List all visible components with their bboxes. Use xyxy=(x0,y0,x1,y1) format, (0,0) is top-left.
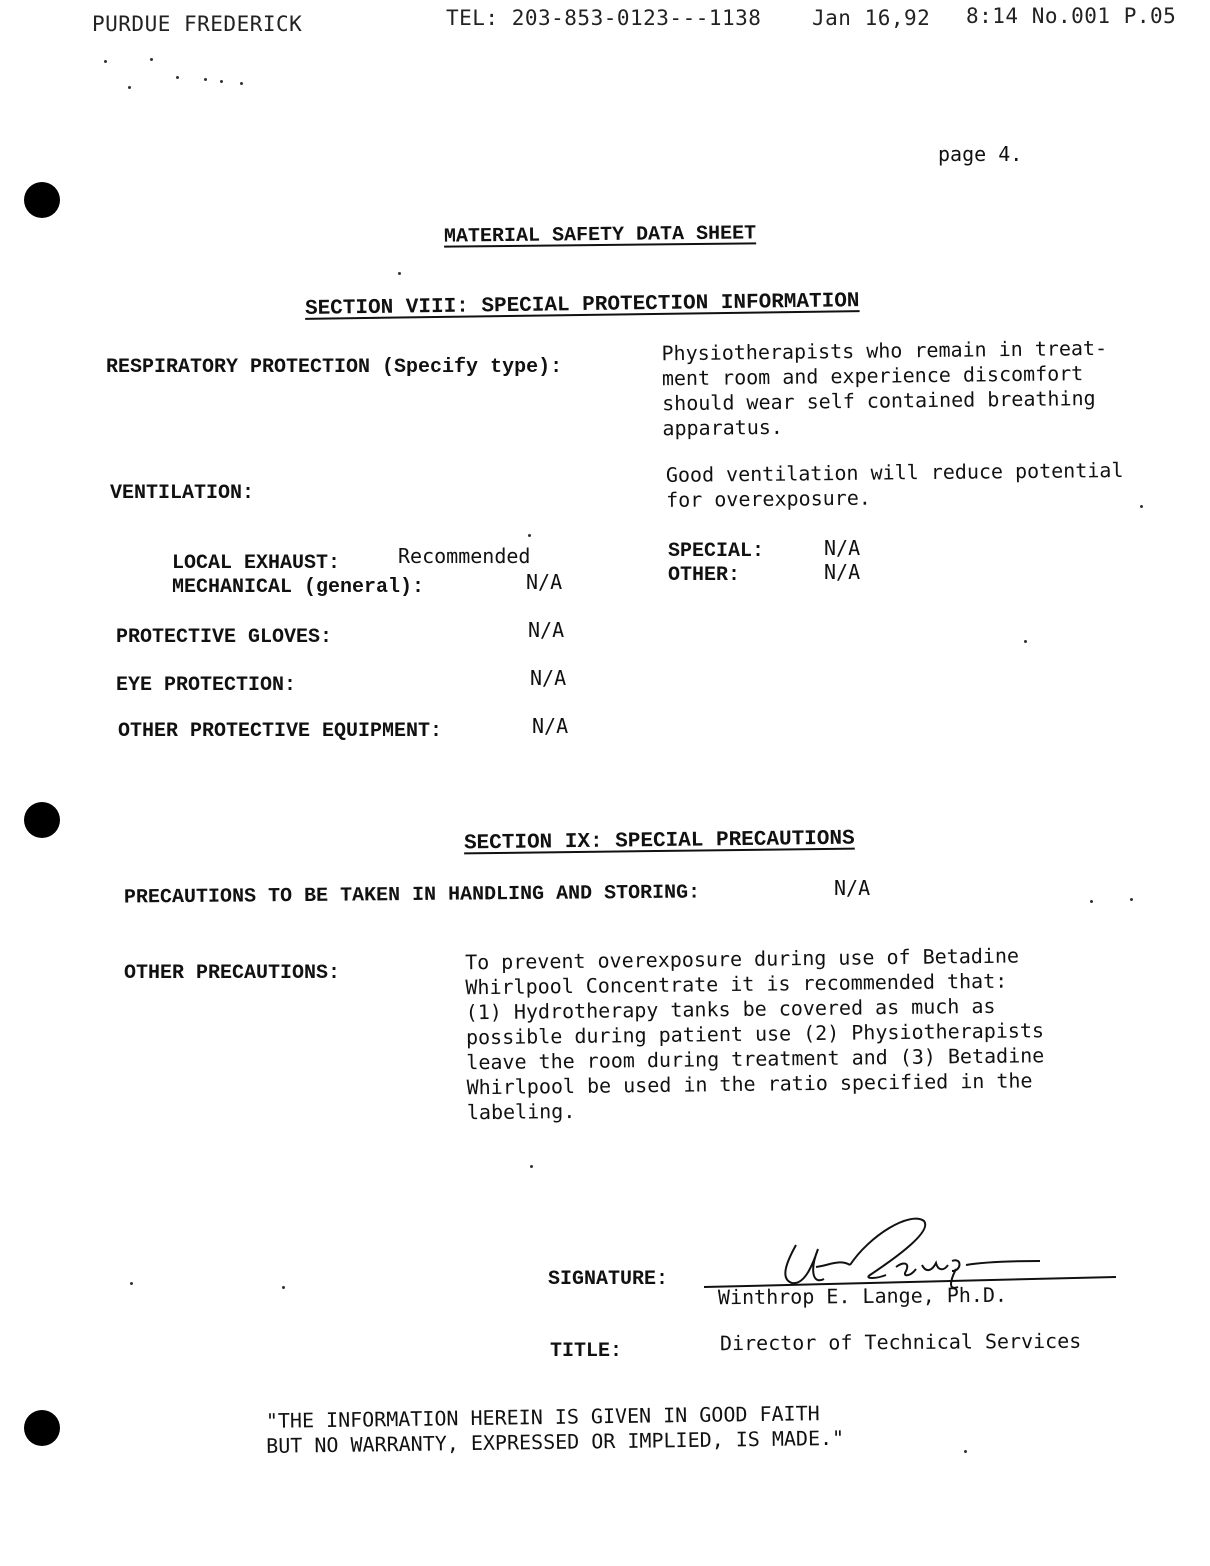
title-label: TITLE: xyxy=(550,1340,623,1363)
handling-storing-label: PRECAUTIONS TO BE TAKEN IN HANDLING AND STORING: xyxy=(123,881,701,910)
fax-time-number: 8:14 No.001 P.05 xyxy=(966,4,1177,28)
disclaimer-line: "THE INFORMATION HEREIN IS GIVEN IN GOOD FAITH xyxy=(265,1401,820,1433)
local-exhaust-value: Recommended xyxy=(398,544,531,568)
text-line: leave the room during treatment and (3) Betadine xyxy=(466,1043,1045,1075)
other-equipment-label: OTHER PROTECTIVE EQUIPMENT: xyxy=(118,720,443,743)
disclaimer-line: BUT NO WARRANTY, EXPRESSED OR IMPLIED, IS MADE." xyxy=(266,1425,845,1458)
other-label: OTHER: xyxy=(668,564,741,587)
local-exhaust-label: LOCAL EXHAUST: xyxy=(172,552,341,575)
page-number: page 4. xyxy=(938,142,1023,166)
ventilation-text xyxy=(666,457,1206,513)
signature-label: SIGNATURE: xyxy=(548,1268,669,1291)
mechanical-label: MECHANICAL (general): xyxy=(172,576,425,599)
disclaimer xyxy=(266,1399,967,1459)
ventilation-label: VENTILATION: xyxy=(110,482,255,505)
scan-speck xyxy=(964,1450,967,1453)
text-line: Good ventilation will reduce potential xyxy=(665,458,1124,487)
scan-speck xyxy=(398,272,401,275)
scan-speck xyxy=(220,80,223,83)
other-precautions-label: OTHER PRECAUTIONS: xyxy=(124,962,341,985)
other-equipment-value: N/A xyxy=(532,714,569,738)
protective-gloves-value: N/A xyxy=(528,618,565,642)
text-line: should wear self contained breathing xyxy=(662,386,1096,416)
title-value: Director of Technical Services xyxy=(719,1328,1082,1356)
handling-storing-value: N/A xyxy=(834,876,871,900)
eye-protection-label: EYE PROTECTION: xyxy=(116,674,297,697)
scan-speck xyxy=(240,82,243,85)
scan-speck xyxy=(130,1282,133,1285)
fax-date: Jan 16,92 xyxy=(812,6,931,30)
scan-speck xyxy=(204,78,207,81)
protective-gloves-label: PROTECTIVE GLOVES: xyxy=(116,626,333,649)
respiratory-protection-text xyxy=(661,335,1202,442)
scan-speck xyxy=(128,86,131,89)
special-value: N/A xyxy=(824,536,861,560)
scan-speck xyxy=(104,60,107,63)
scan-speck xyxy=(282,1286,285,1289)
text-line: ment room and experience discomfort xyxy=(661,361,1084,391)
scan-speck xyxy=(530,1165,533,1168)
text-line: Whirlpool be used in the ratio specified in the xyxy=(466,1068,1033,1100)
text-line: apparatus. xyxy=(662,414,784,441)
fax-telephone: TEL: 203-853-0123---1138 xyxy=(446,6,762,30)
section-8-heading: SECTION VIII: SPECIAL PROTECTION INFORMATION xyxy=(304,290,860,321)
fax-sender: PURDUE FREDERICK xyxy=(92,12,303,36)
text-line: Physiotherapists who remain in treat- xyxy=(661,335,1108,366)
text-line: To prevent overexposure during use of Betadine xyxy=(464,943,1020,975)
handwritten-signature xyxy=(700,1205,1140,1295)
scan-speck xyxy=(1130,898,1133,901)
scan-speck xyxy=(1024,640,1027,643)
signer-name: Winthrop E. Lange, Ph.D. xyxy=(717,1282,1008,1310)
special-label: SPECIAL: xyxy=(668,540,765,563)
text-line: possible during patient use (2) Physiotherapists xyxy=(465,1018,1045,1050)
punch-hole-top xyxy=(24,182,60,218)
punch-hole-bottom xyxy=(24,1410,60,1446)
punch-hole-middle xyxy=(24,802,60,838)
other-precautions-text xyxy=(465,942,1167,1126)
eye-protection-value: N/A xyxy=(530,666,567,690)
scan-speck xyxy=(150,58,153,61)
other-value: N/A xyxy=(824,560,861,584)
respiratory-protection-label: RESPIRATORY PROTECTION (Specify type): xyxy=(106,356,563,379)
text-line: Whirlpool Concentrate it is recommended that: xyxy=(465,968,1008,1000)
scan-speck xyxy=(176,76,179,79)
scan-speck xyxy=(528,534,531,537)
mechanical-value: N/A xyxy=(526,570,563,594)
text-line: labeling. xyxy=(466,1098,576,1125)
text-line: for overexposure. xyxy=(666,485,871,512)
scan-speck xyxy=(1090,900,1093,903)
section-9-heading: SECTION IX: SPECIAL PRECAUTIONS xyxy=(463,827,855,856)
document-title: MATERIAL SAFETY DATA SHEET xyxy=(443,222,757,249)
text-line: (1) Hydrotherapy tanks be covered as much as xyxy=(465,993,996,1025)
